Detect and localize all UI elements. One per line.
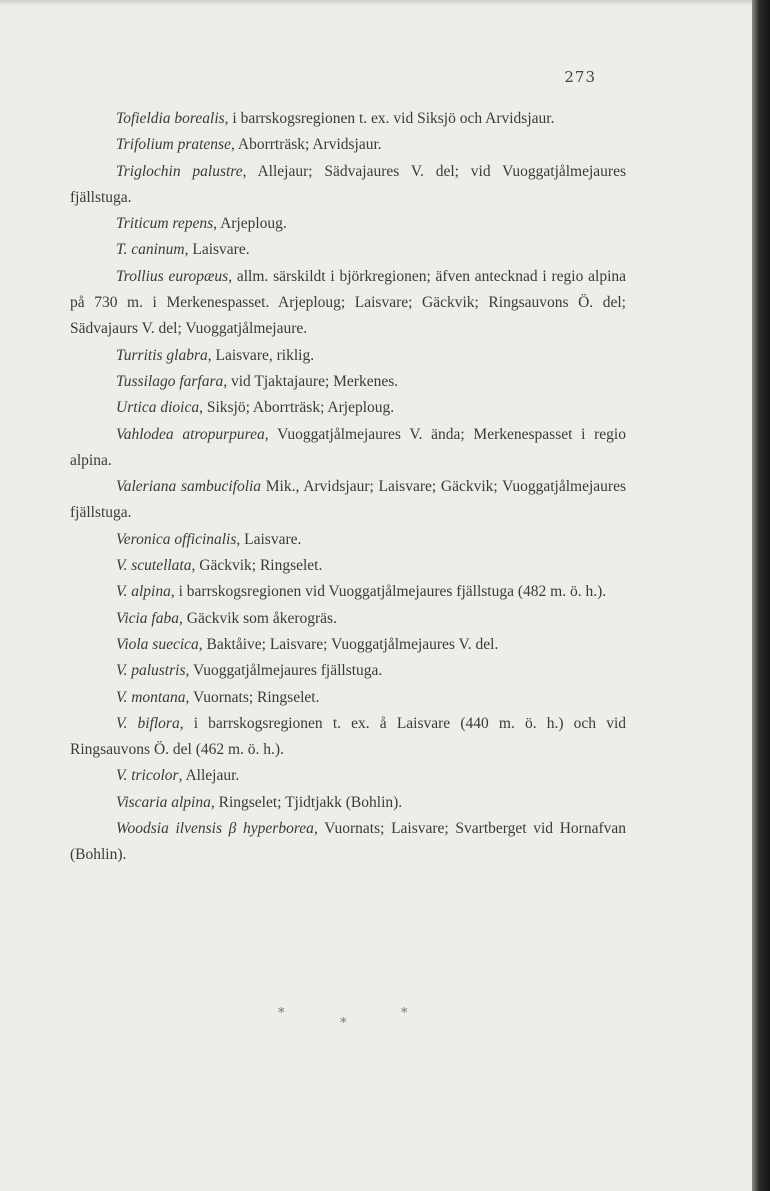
species-name: Woodsia ilvensis β hyperborea (116, 820, 314, 838)
species-entry (70, 606, 626, 632)
species-entry (70, 763, 626, 789)
species-name: Urtica dioica (116, 399, 200, 417)
species-locations: , Gäckvik; Ringselet. (191, 557, 323, 575)
species-locations: , Gäckvik som åkerogräs. (179, 609, 337, 627)
species-name: Triticum repens (116, 215, 214, 233)
species-locations: , Allejaur; Sädvajaures V. del; vid Vuoggatjålmejaures fjällstuga. (70, 162, 627, 206)
species-locations: , Allejaur. (178, 767, 240, 785)
species-name: Trollius europæus (116, 267, 229, 285)
section-separator (258, 1002, 428, 1032)
species-name: Veronica officinalis (116, 530, 237, 548)
species-name: V. scutellata (116, 557, 192, 575)
species-name: Vahlodea atropurpurea (116, 425, 265, 443)
species-name: Viscaria alpina (116, 793, 211, 811)
species-entry (70, 369, 626, 395)
species-entry (70, 790, 626, 816)
species-name: Triglochin palustre (116, 162, 243, 180)
species-entry (70, 711, 626, 764)
species-locations: , Vuoggatjålmejaures fjällstuga. (185, 662, 383, 680)
species-locations: , Vuornats; Laisvare; Svartberget vid Hornafvan (Bohlin). (70, 820, 626, 864)
species-locations: , Laisvare. (236, 530, 302, 548)
species-list (70, 106, 626, 869)
species-name: V. montana (116, 688, 186, 706)
species-name: V. palustris (116, 662, 186, 680)
species-locations: , allm. särskildt i björkregionen; äfven antecknad i regio alpina på 730 m. i Merkenespasset. Arjeploug; Laisvare; Gäckvik; Ringsauvons Ö. del; Sädvajaurs V. del; Vuoggatjålmejaure. (70, 267, 626, 338)
species-entry (70, 658, 626, 684)
species-locations: , Vuoggatjålmejaures V. ända; Merkenespasset i regio alpina. (70, 425, 626, 469)
species-locations: Mik., Arvidsjaur; Laisvare; Gäckvik; Vuoggatjålmejaures fjällstuga. (70, 478, 626, 522)
species-locations: , Laisvare, riklig. (207, 346, 315, 364)
species-entry (70, 106, 626, 132)
species-locations: , Arjeploug. (213, 215, 287, 233)
page-top-edge (0, 0, 752, 6)
species-entry (70, 237, 626, 263)
species-name: T. caninum (116, 241, 185, 259)
species-entry (70, 632, 626, 658)
species-entry (70, 816, 626, 869)
species-locations: , Siksjö; Aborrträsk; Arjeploug. (199, 399, 395, 417)
species-name: V. alpina (116, 583, 171, 601)
species-entry (70, 211, 626, 237)
species-entry (70, 553, 626, 579)
species-entry (70, 159, 626, 212)
species-locations: , Aborrträsk; Arvidsjaur. (230, 136, 382, 154)
species-name: V. biflora (116, 714, 180, 732)
species-entry (70, 527, 626, 553)
species-name: V. tricolor (116, 767, 179, 785)
species-locations: , i barrskogsregionen t. ex. å Laisvare (440 m. ö. h.) och vid Ringsauvons Ö. del (462 m. ö. h.). (70, 714, 627, 759)
species-locations: , Baktåive; Laisvare; Vuoggatjålmejaures V. del. (198, 635, 499, 653)
species-locations: , vid Tjaktajaure; Merkenes. (223, 372, 399, 390)
species-name: Tofieldia borealis (116, 110, 225, 127)
species-entry (70, 132, 626, 158)
species-locations: , i barrskogsregionen t. ex. vid Siksjö och Arvidsjaur. (224, 110, 555, 127)
species-entry (70, 579, 626, 605)
asterisk: * (401, 1006, 408, 1021)
species-entry (70, 685, 626, 711)
species-name: Trifolium pratense (116, 136, 231, 154)
species-locations: , i barrskogsregionen vid Vuoggatjålmejaures fjällstuga (482 m. ö. h.). (170, 583, 607, 601)
asterisk: * (278, 1006, 285, 1021)
page-binding-edge (752, 0, 770, 1191)
species-locations: , Ringselet; Tjidtjakk (Bohlin). (210, 793, 403, 811)
asterisk: * (340, 1016, 347, 1031)
species-name: Turritis glabra (116, 346, 208, 364)
page-number: 273 (564, 68, 596, 86)
species-entry (70, 264, 626, 343)
species-name: Vicia faba (116, 609, 179, 627)
species-entry (70, 395, 626, 421)
species-name: Valeriana sambucifolia (116, 478, 262, 496)
species-locations: , Vuornats; Ringselet. (185, 688, 320, 706)
species-locations: , Laisvare. (184, 241, 250, 259)
species-entry (70, 422, 626, 475)
species-name: Viola suecica (116, 635, 199, 653)
species-entry (70, 474, 626, 527)
species-name: Tussilago farfara (116, 372, 224, 390)
species-entry (70, 343, 626, 369)
